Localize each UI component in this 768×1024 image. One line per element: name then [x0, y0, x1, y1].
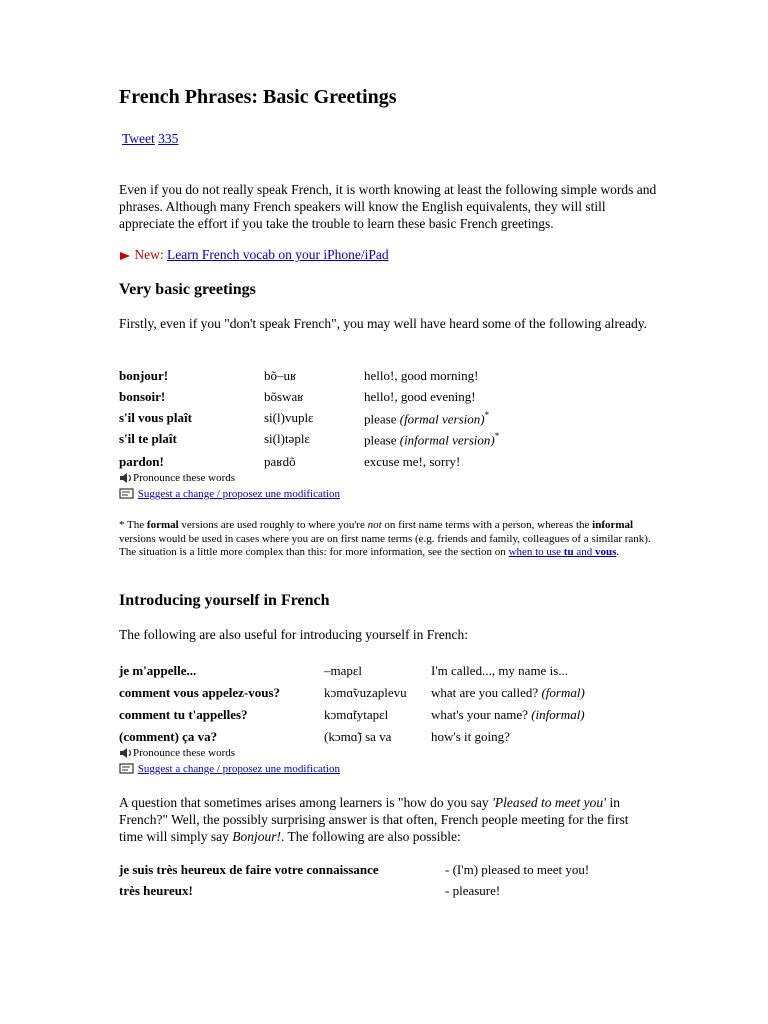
tu-vous-link[interactable]: [508, 546, 620, 558]
footnote: [119, 519, 659, 560]
footnote-text: * The: [119, 519, 147, 531]
english: hello!, good evening!: [364, 389, 476, 404]
english: please: [364, 432, 397, 448]
footnote-star: *: [494, 431, 500, 441]
english: - pleasure!: [445, 883, 501, 898]
suggest-change-link[interactable]: Suggest a change / proposez une modification: [137, 763, 340, 775]
french-word: je m'appelle...: [119, 663, 197, 678]
tweet-count-link[interactable]: 335: [158, 131, 179, 146]
phonetic: (kɔmɑ̃) sa va: [324, 729, 392, 744]
edit-icon[interactable]: [119, 488, 135, 500]
link-vous[interactable]: vous: [594, 546, 617, 558]
footnote-text: versions would be used in cases where you are on first name terms (e.g. friends and family, colleagues of a similar rank). The situation is a little more complex than this: for more information, see the section on: [119, 532, 651, 558]
phonetic: kɔmɑ̃vuzaplevu: [324, 685, 407, 700]
section-heading-introducing: Introducing yourself in French: [119, 592, 330, 609]
footnote-end: .: [616, 546, 620, 558]
phonetic: si(l)vuplε: [264, 410, 314, 425]
pleased-bonjour: Bonjour!: [232, 829, 281, 844]
tweet-line: [122, 131, 178, 147]
pleased-text: A question that sometimes arises among learners is "how do you say: [119, 795, 492, 810]
english-note: (informal version): [399, 432, 495, 448]
suggest-change-link[interactable]: Suggest a change / proposez une modification: [137, 488, 340, 500]
french-word: comment vous appelez-vous?: [119, 685, 281, 700]
english-cell: [431, 685, 585, 701]
pronounce-label[interactable]: Pronounce these words: [133, 472, 236, 484]
english: what are you called?: [431, 685, 539, 700]
french-word: bonjour!: [119, 368, 169, 383]
footnote-informal: informal: [592, 519, 634, 531]
footnote-formal: formal: [146, 519, 179, 531]
phonetic: bõswaʁ: [264, 389, 304, 404]
speaker-icon[interactable]: [119, 747, 133, 759]
french-word: (comment) ça va?: [119, 729, 218, 744]
suggest-line: [119, 488, 340, 500]
tweet-link[interactable]: Tweet: [122, 131, 155, 146]
footnote-text: on first name terms with a person, whereas the: [381, 519, 593, 531]
phonetic: si(l)təplε: [264, 431, 310, 446]
phonetic: kɔmɑ̃tytapεl: [324, 707, 389, 722]
arrow-icon: [119, 251, 131, 261]
french-phrase: je suis très heureux de faire votre connaissance: [119, 862, 379, 877]
english: hello!, good morning!: [364, 368, 479, 383]
footnote-star: *: [484, 410, 490, 420]
english-cell: [431, 707, 585, 723]
section1-intro: Firstly, even if you "don't speak French", you may well have heard some of the following already.: [119, 316, 647, 331]
footnote-not: not: [367, 519, 382, 531]
iphone-link[interactable]: Learn French vocab on your iPhone/iPad: [167, 247, 389, 262]
english: excuse me!, sorry!: [364, 454, 461, 469]
french-word: comment tu t'appelles?: [119, 707, 248, 722]
french-word: s'il te plaît: [119, 431, 177, 446]
english-note: (informal): [531, 707, 585, 722]
french-word: bonsoir!: [119, 389, 166, 404]
pronounce-line[interactable]: [119, 747, 235, 759]
link-tu[interactable]: tu: [563, 546, 574, 558]
french-word: pardon!: [119, 454, 164, 469]
pleased-text: . The following are also possible:: [281, 829, 461, 844]
pleased-quote: 'Pleased to meet you': [491, 795, 607, 810]
english: - (I'm) pleased to meet you!: [445, 862, 590, 877]
speaker-icon[interactable]: [119, 472, 133, 484]
english: please: [364, 411, 397, 427]
english-note: (formal): [541, 685, 585, 700]
intro-paragraph: Even if you do not really speak French, it is worth knowing at least the following simple words and phrases. Although many French speakers will know the English equivalents, they will still appreciate the effort if you take the trouble to learn these basic French greetings.: [119, 182, 657, 231]
phonetic: bõ–uʁ: [264, 368, 297, 383]
english-note: (formal version): [399, 411, 485, 427]
new-line: [119, 247, 389, 263]
french-phrase: très heureux!: [119, 883, 193, 898]
pronounce-label[interactable]: Pronounce these words: [133, 747, 236, 759]
phonetic: –mapεl: [324, 663, 362, 678]
suggest-line: [119, 763, 340, 775]
link-text[interactable]: and: [573, 546, 595, 558]
english-cell: [364, 410, 489, 427]
page-title: French Phrases: Basic Greetings: [119, 86, 397, 108]
new-label: New:: [134, 247, 164, 262]
link-text[interactable]: when to use: [508, 546, 564, 558]
pleased-paragraph: [119, 794, 651, 845]
french-word: s'il vous plaît: [119, 410, 192, 425]
pronounce-line[interactable]: [119, 472, 235, 484]
footnote-text: versions are used roughly to where you're: [178, 519, 368, 531]
english: what's your name?: [431, 707, 528, 722]
section-heading-basic: Very basic greetings: [119, 281, 256, 298]
phonetic: paʁdõ: [264, 454, 296, 469]
edit-icon[interactable]: [119, 763, 135, 775]
english: how's it going?: [431, 729, 510, 744]
english: I'm called..., my name is...: [431, 663, 569, 678]
pleased-text: in French?" Well, the possibly surprising answer is that often, French people meeting for the first time will simply say: [119, 795, 629, 844]
section2-intro: The following are also useful for introducing yourself in French:: [119, 627, 469, 642]
english-cell: [364, 431, 499, 448]
